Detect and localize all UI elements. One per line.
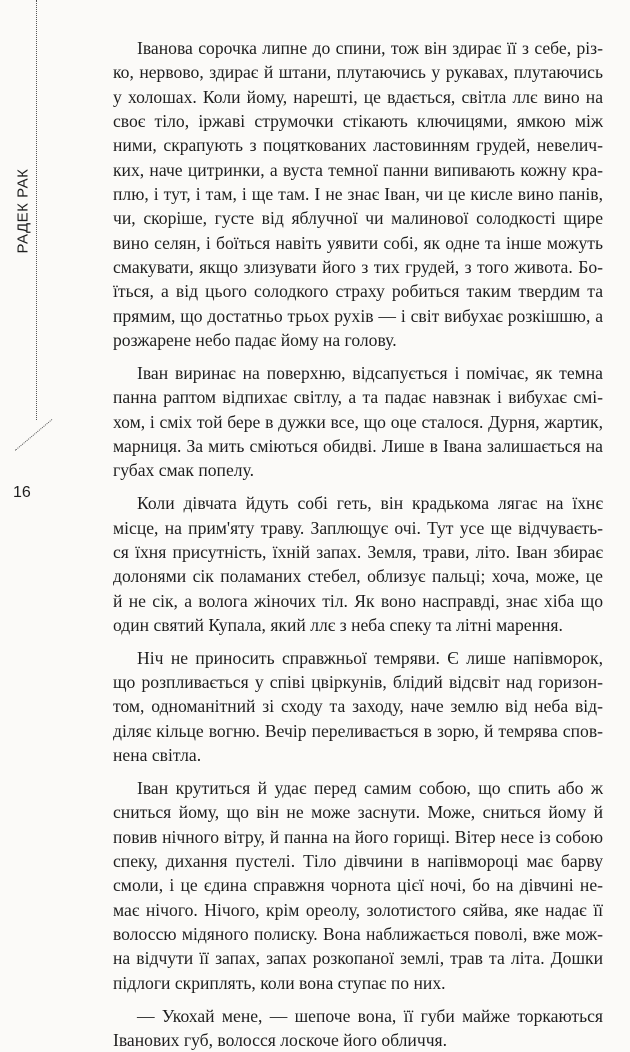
text-line: Іван виринає на поверхню, відсапується і помічає, як темна bbox=[137, 362, 603, 383]
page-number: 16 bbox=[13, 484, 31, 501]
text-line: сниться йому, що він не може заснути. Може, сниться йому й bbox=[113, 802, 603, 823]
text-line: марниця. За мить сміються обидві. Лише в Івана залишається на bbox=[113, 436, 603, 456]
text-line: Іванових губ, волосся лоскоче його обличчя. bbox=[113, 1029, 448, 1050]
text-line: Коли дівчата йдуть собі геть, він крадькома лягає на їхнє bbox=[137, 493, 603, 514]
text-line: ко, нервово, здирає й штани, плутаючись у рукавах, плутаючись bbox=[113, 62, 603, 83]
text-line: нена світла. bbox=[113, 745, 202, 766]
text-line: Іванова сорочка липне до спини, тож він здирає її з себе, різ- bbox=[137, 38, 603, 58]
text-line: Ніч не приносить справжньої темряви. Є лише напівморок, bbox=[137, 647, 603, 668]
text-line: своє тіло, іржаві струмочки стікають ключицями, ямкою між bbox=[113, 111, 603, 132]
text-line: том, одноманітний зі сходу та заходу, наче землю від неба від- bbox=[113, 696, 603, 717]
text-line: що розпливається у співі цвіркунів, блідий відсвіт над горизон- bbox=[113, 672, 603, 693]
text-line: ких, наче цитринки, а вуста темної панни випивають кожну кра- bbox=[113, 159, 603, 180]
text-line: повив нічного вітру, й панна на його горищі. Вітер несе із собою bbox=[113, 826, 603, 847]
text-line: діляє кільце вогню. Вечір переливається в зорю, й темрява спов- bbox=[113, 720, 603, 741]
running-head-author: РАДЕК РАК bbox=[14, 168, 32, 254]
text-line: долонями сік поламаних стебел, облизує пальці; хоча, може, це bbox=[113, 566, 603, 587]
text-line: спеку, дихання пустелі. Тіло дівчини в напівмороці має барву bbox=[113, 851, 603, 871]
paragraph bbox=[89, 646, 603, 768]
text-line: чи, скоріше, густе від яблучної чи малинової солодкості щире bbox=[113, 208, 603, 229]
text-line: на відчути її запах, запах розкопаної землі, трав та літа. Дошки bbox=[113, 948, 603, 969]
text-line: панна раптом відпихає світлу, а та падає навзнак і вибухає смі- bbox=[113, 387, 603, 408]
text-line: — Укохай мене, — шепоче вона, її губи майже торкаються bbox=[137, 1005, 603, 1026]
text-line: смоли, і це єдина справжня чорнота цієї ночі, бо на дівчині не- bbox=[113, 875, 603, 896]
body-text bbox=[89, 36, 603, 1052]
text-line: смакувати, якщо злизувати його з тих грудей, з того живота. Бо- bbox=[113, 257, 603, 278]
text-line: прямим, що достатньо трьох рухів — і світ вибухає розкішшю, а bbox=[113, 305, 603, 326]
text-line: має нічого. Нічого, крім ореолу, золотистого сяйва, яке надає її bbox=[113, 899, 603, 920]
margin-dotted-rule-diagonal bbox=[15, 419, 52, 451]
margin-dotted-rule bbox=[36, 0, 37, 420]
text-line: волоссю мідяного полиску. Вона наближається поволі, вже мож- bbox=[113, 924, 603, 945]
text-line: ся їхня присутність, їхній запах. Земля, трави, літо. Іван збирає bbox=[113, 541, 603, 562]
paragraph bbox=[89, 36, 603, 352]
text-line: ними, скрапують з поцяткованих ластовинням грудей, невелич- bbox=[113, 135, 603, 156]
text-line: вино селян, і боїться навіть уявити собі, як одне та інше можуть bbox=[113, 232, 603, 253]
text-line: Іван крутиться й удає перед самим собою, що спить або ж bbox=[137, 777, 603, 798]
text-line: місце, на прим'яту траву. Заплющує очі. Тут усе ще відчуваєть- bbox=[113, 517, 603, 538]
text-line: хом, і сміх той бере в дужки все, що оце сталося. Дурня, жартик, bbox=[113, 411, 603, 432]
text-line: один святий Купала, який ллє з неба спеку та літні марення. bbox=[113, 614, 563, 635]
text-line: губах смак попелу. bbox=[113, 460, 254, 481]
paragraph bbox=[89, 1004, 603, 1052]
text-line: у холошах. Коли йому, нарешті, це вдається, світла ллє вино на bbox=[113, 86, 603, 107]
text-line: їться, а від цього солодкого страху робиться таким твердим та bbox=[113, 281, 603, 302]
text-line: й не сік, а волога жіночих тіл. Як воно насправді, знає хіба що bbox=[113, 590, 603, 611]
text-line: розжарене небо падає йому на голову. bbox=[113, 330, 397, 351]
paragraph bbox=[89, 491, 603, 637]
paragraph bbox=[89, 361, 603, 483]
text-line: підлоги скриплять, коли вона ступає по них. bbox=[113, 972, 446, 993]
text-line: плю, і тут, і там, і ще там. І не знає Іван, чи це кисле вино панів, bbox=[113, 184, 603, 205]
paragraph bbox=[89, 776, 603, 995]
